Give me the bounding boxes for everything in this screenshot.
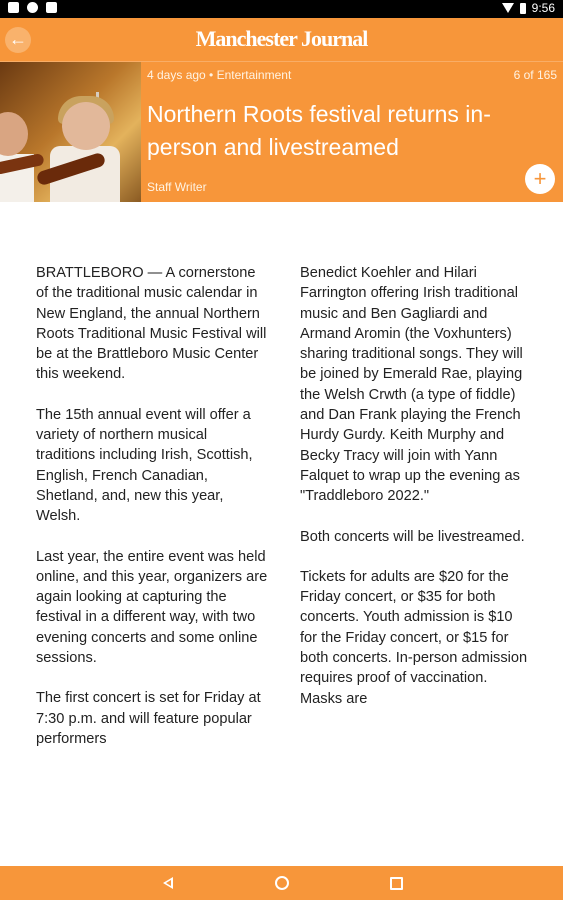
article-body[interactable] — [0, 201, 563, 831]
status-time: 9:56 — [531, 1, 555, 15]
arrow-left-icon: ← — [9, 29, 27, 49]
recents-square-icon[interactable] — [390, 877, 403, 890]
plus-icon: + — [533, 166, 547, 191]
paragraph: Tickets for adults are $20 for the Friday concert, or $35 for both concerts. Youth admission is $10 for the Friday concert, or $15 for both concerts. In-person admission requires proof of vaccination. Masks are — [300, 568, 528, 707]
article-counter: 6 of 165 — [513, 68, 557, 82]
app-logo[interactable]: Manchester Journal — [195, 26, 368, 51]
app-bar — [0, 18, 563, 61]
article-byline: Staff Writer — [147, 180, 207, 194]
paragraph: Last year, the entire event was held online, and this year, organizers are again looking at capturing the festival in a different way, with two evening concerts and some online sessions. — [36, 548, 268, 667]
thumb-figure-left-head — [0, 112, 28, 156]
paragraph: The first concert is set for Friday at 7:30 p.m. and will feature popular performers — [36, 690, 261, 747]
article-column-left — [36, 263, 268, 769]
thumb-figure-head — [62, 102, 110, 150]
home-circle-icon[interactable] — [275, 876, 289, 890]
article-headline: Northern Roots festival returns in-person and livestreamed — [147, 101, 491, 160]
news-icon — [46, 2, 57, 13]
sim-icon — [8, 2, 19, 13]
paragraph: Benedict Koehler and Hilari Farrington offering Irish traditional music and Ben Gagliardi and Armand Aromin (the Voxhunters) sharing traditional songs. They will be joined by Emerald Rae, playing the Welsh Crwth (a type of fiddle) and Dan Frank playing the French Hurdy Gurdy. Keith Murphy and Becky Tracy will join with Yann Falquet to wrap up the evening as "Traddleboro 2022." — [300, 265, 523, 505]
battery-icon — [520, 3, 526, 14]
notification-icon — [27, 2, 38, 13]
article-column-right — [300, 263, 532, 729]
paragraph: The 15th annual event will offer a variety of northern musical traditions including Irish, Scottish, English, French Canadian, Shetland, and, new this year, Welsh. — [36, 406, 253, 525]
status-left-icons — [8, 2, 57, 13]
article-header — [0, 61, 563, 202]
back-triangle-icon[interactable] — [163, 877, 173, 889]
status-right — [502, 1, 555, 15]
system-nav-bar — [0, 866, 563, 900]
add-button[interactable] — [525, 164, 555, 194]
article-meta: 4 days ago • Entertainment — [147, 68, 292, 82]
paragraph: BRATTLEBORO — A cornerstone of the traditional music calendar in New England, the annual Northern Roots Traditional Music Festival will be at the Brattleboro Music Center this weekend. — [36, 265, 267, 383]
paragraph: Both concerts will be livestreamed. — [300, 528, 525, 545]
status-bar — [0, 0, 563, 18]
wifi-icon — [502, 3, 514, 13]
article-thumbnail[interactable] — [0, 62, 141, 202]
